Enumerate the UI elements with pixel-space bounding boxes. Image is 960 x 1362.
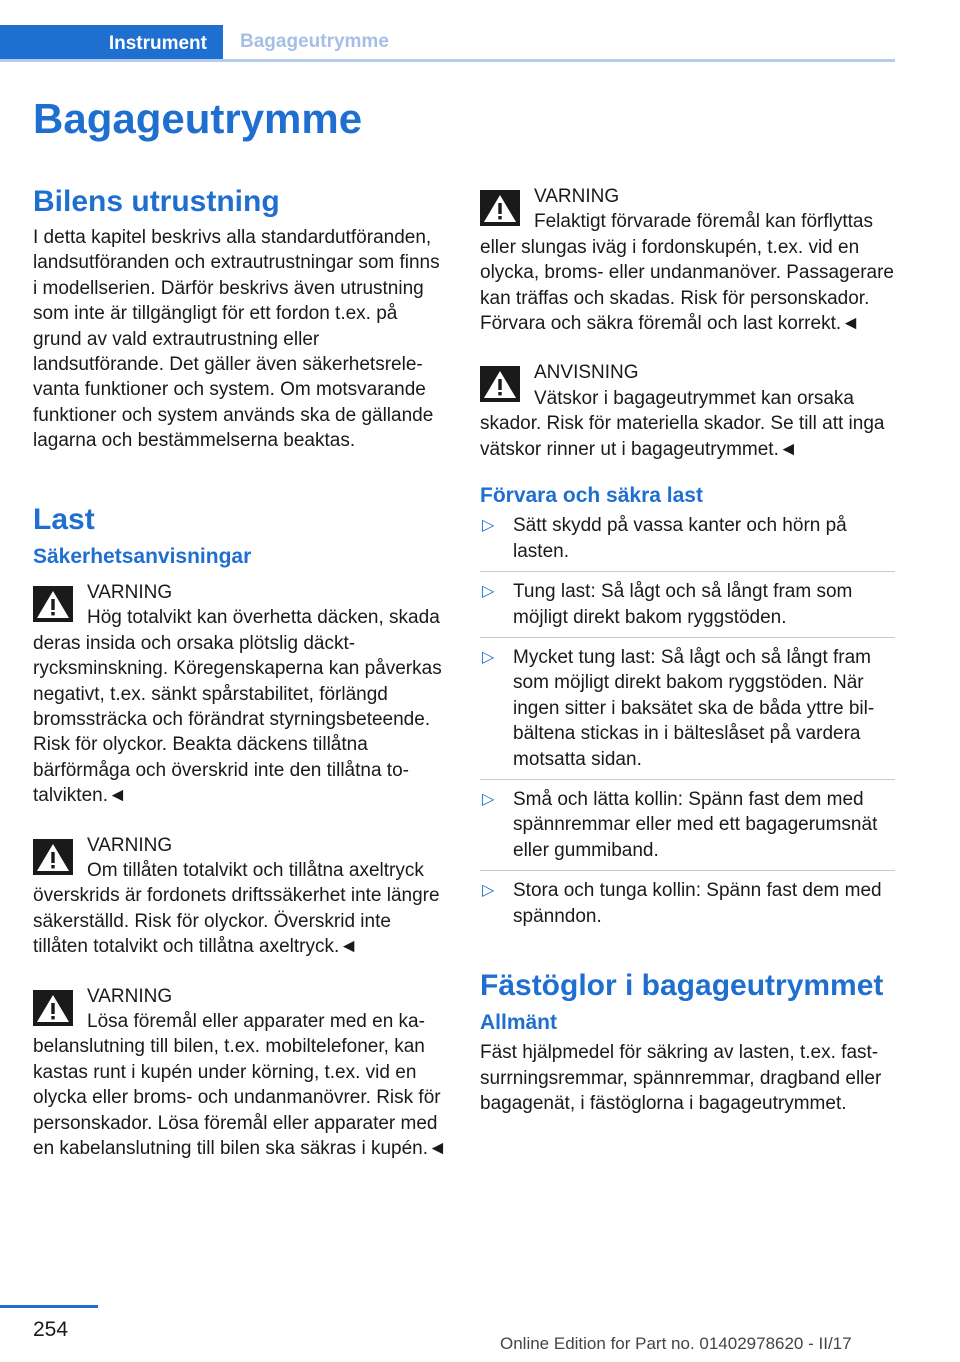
header-rule [0,59,895,62]
triangle-bullet-icon: ▷ [482,648,495,666]
triangle-bullet-icon: ▷ [482,791,495,809]
warning-triangle-icon [33,990,73,1026]
section-title-load: Last [33,502,95,536]
notice-label: ANVISNING [534,362,639,384]
subsection-title-store-load: Förvara och säkra last [480,484,703,508]
list-item: ▷ Tung last: Så lågt och så långt fram som möjligt direkt bakom ryggstöden. [480,579,895,638]
list-item: ▷ Små och lätta kollin: Spänn fast dem med spännremmar eller med ett bagagerumsnät eller gummiband. [480,787,895,871]
left-column [33,182,448,1161]
warning-block [33,833,448,960]
tab-instrument[interactable]: Instrument [0,25,223,62]
notice-block [480,360,895,462]
section-title-equipment: Bilens utrustning [33,185,280,218]
warning-text: Felaktigt förvarade föremål kan förflyttas eller slungas iväg i fordonskupén, t.ex. vid en olycka, broms- eller undanmanöver. Passagerare kan träffas och skadas. Risk för personskador. Förvara och säkra föremål och last korrekt.◄ [480,211,894,335]
warning-text: Lösa föremål eller apparater med en kabelanslutning till bilen, t.ex. mobiltelefoner, kan kastas runt i kupén under körning, t.ex. vid en olycka eller broms- och undanmanövrer. Risk för personskador. Lösa föremål eller apparater med en kabelanslutning till bilen ska säkras i kupén.◄ [33,1011,447,1160]
list-item: ▷ Sätt skydd på vassa kanter och hörn på lasten. [480,513,895,572]
triangle-bullet-icon: ▷ [482,882,495,900]
warning-text: Hög totalvikt kan överhetta däcken, skada deras insida och orsaka plötslig däcktrycksminskning. Köregenskaperna kan påverkas negativt, t.ex. sänkt spårstabilitet, förlängd bromssträcka och förändrat styrningsbeteende. Risk för olyckor. Beakta däckens tillåtna bärförmåga och överskrid inte den tillåtna totalvikten.◄ [33,607,442,807]
warning-label: VARNING [87,834,173,856]
page-title: Bagageutrymme [33,95,363,142]
triangle-bullet-icon: ▷ [482,583,495,601]
warning-block [480,184,895,336]
edition-note: Online Edition for Part no. 01402978620 - II/17 [500,1334,852,1353]
list-item: ▷ Mycket tung last: Så lågt och så långt fram som möjligt direkt bakom ryggstöden. När ingen sitter i baksätet ska de båda yttre bilbältena stickas in i bälteslåset på vardera motsatta sidan. [480,645,895,780]
list-item: ▷ Stora och tunga kollin: Spänn fast dem med spänndon. [482,880,882,927]
warning-block [33,580,448,809]
notice-triangle-icon [480,366,520,402]
section-title-lashing-eyes: Fästöglor i bagageutrymmet [480,969,884,1003]
page-header [0,25,895,62]
warning-label: VARNING [534,186,620,207]
section-body-equipment: I detta kapitel beskrivs alla standardutföranden, landsutföranden och extrautrustningar som finns i modellserien. Därför beskrivs även utrustning som inte är tillgängligt för ett fordon t.ex. på grund av vald extrautrustning eller landsutförande. Det gäller även säkerhetsrelevanta funktioner och system. Om motsvarande funktioner och system används ska de gällande lagarna och bestämmelserna beaktas. [33,227,440,452]
warning-triangle-icon [33,839,73,875]
warning-label: VARNING [87,581,173,603]
section-body-lashing-eyes: Fäst hjälpmedel för säkring av lasten, t.ex. fastsurrningsremmar, spännremmar, dragband eller bagagenät, i fästöglorna i bagageutrymmet. [480,1042,882,1115]
notice-text: Vätskor i bagageutrymmet kan orsaka skador. Risk för materiella skador. Se till att inga vätskor rinner ut i bagageutrymmet.◄ [480,387,885,460]
tab-bagageutrymme[interactable]: Bagageutrymme [240,31,389,52]
warning-triangle-icon [33,586,73,622]
warning-triangle-icon [480,190,520,226]
warning-block [33,984,448,1162]
page-number: 254 [33,1318,69,1341]
footer-rule [0,1305,98,1308]
subsection-title-safety: Säkerhetsanvisningar [33,544,252,568]
right-column [480,184,895,1117]
load-tips-list [480,513,895,936]
subsection-title-general: Allmänt [480,1011,558,1035]
triangle-bullet-icon: ▷ [482,517,495,535]
warning-label: VARNING [87,985,173,1007]
warning-text: Om tillåten totalvikt och tillåtna axeltryck överskrids är fordonets driftssäkerhet inte längre säkerställd. Risk för olyckor. Överskrid inte tillåten totalvikt och tillåtna axeltryck.◄ [33,860,440,958]
